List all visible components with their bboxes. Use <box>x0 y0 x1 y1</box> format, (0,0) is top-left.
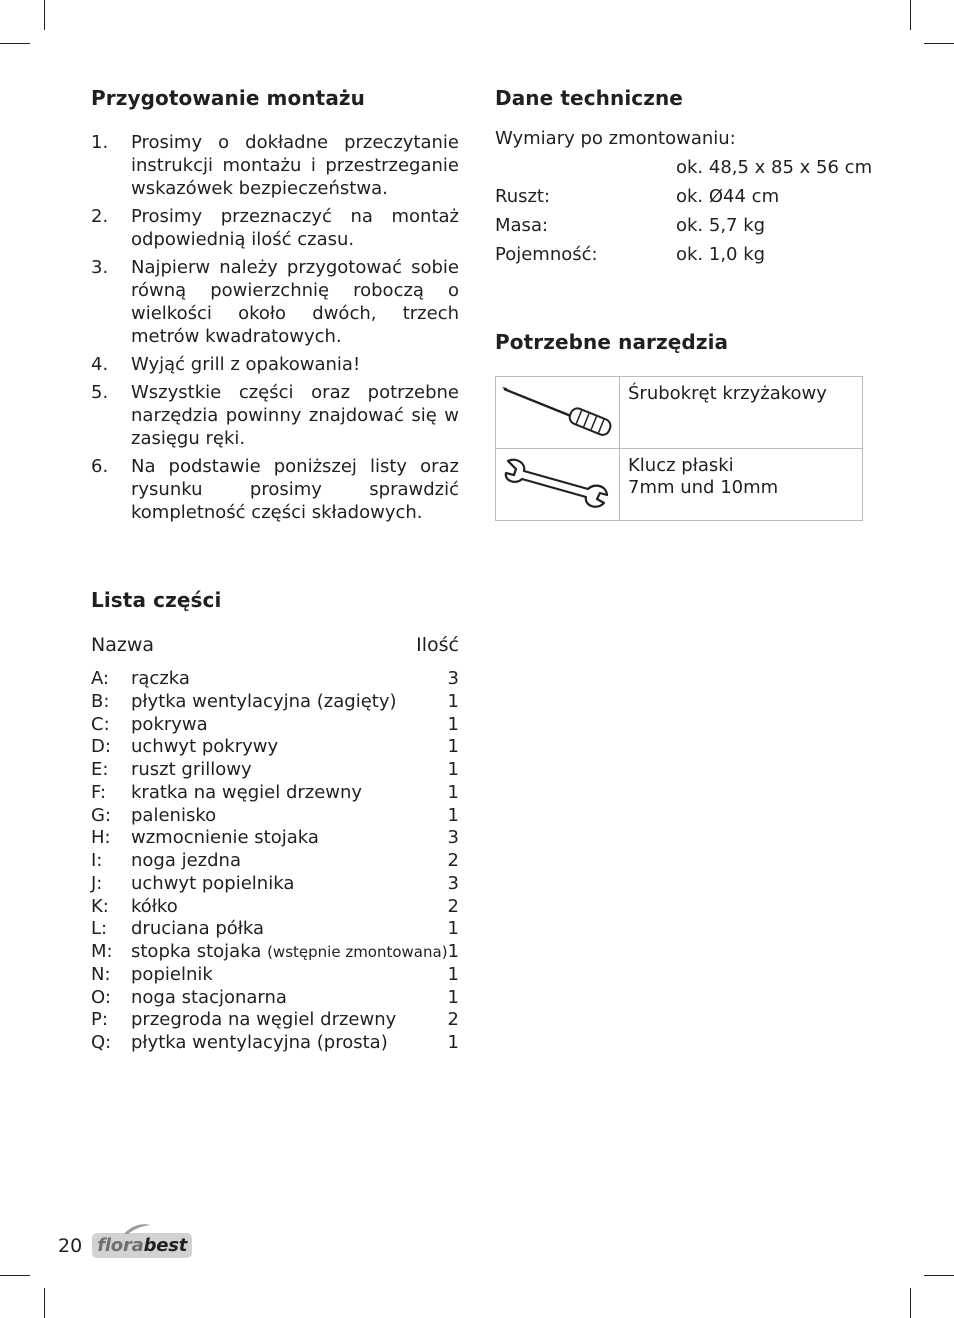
part-qty: 1 <box>447 690 459 712</box>
part-letter: G: <box>91 804 112 826</box>
step-text: Wszystkie części oraz potrzebne narzędzia powinny znajdować się w zasięgu ręki. <box>131 382 459 449</box>
part-name-text: pokrywa <box>131 713 208 735</box>
part-name <box>131 805 445 828</box>
crop-mark <box>44 1288 45 1318</box>
part-row <box>91 873 459 896</box>
logo-part1: flora <box>97 1235 144 1256</box>
part-name <box>131 759 445 782</box>
page-number: 20 <box>58 1234 83 1257</box>
tool-image-cell <box>496 449 620 521</box>
part-qty: 1 <box>447 804 459 826</box>
preparation-title: Przygotowanie montażu <box>91 86 366 110</box>
part-row <box>91 941 459 964</box>
preparation-step <box>91 205 459 251</box>
part-name-text: płytka wentylacyjna (zagięty) <box>131 690 397 712</box>
part-name <box>131 964 445 987</box>
tool-label-line: Śrubokręt krzyżakowy <box>628 383 827 404</box>
footer <box>58 1233 192 1258</box>
part-row <box>91 1032 459 1055</box>
part-name <box>131 714 445 737</box>
dims-row <box>495 153 873 182</box>
part-row <box>91 691 459 714</box>
part-name <box>131 782 445 805</box>
part-name <box>131 918 445 941</box>
dims-value: ok. 48,5 x 85 x 56 cm <box>676 157 873 178</box>
part-letter: B: <box>91 690 110 712</box>
part-name-text: stopka stojaka <box>131 941 268 962</box>
part-qty: 1 <box>447 963 459 985</box>
part-letter: I: <box>91 850 103 871</box>
step-number: 2. <box>91 206 109 227</box>
crop-mark <box>924 43 954 44</box>
part-name <box>131 827 445 850</box>
part-row <box>91 896 459 919</box>
step-text: Na podstawie poniższej listy oraz rysunku prosimy sprawdzić kompletność części składowych. <box>131 456 459 523</box>
tech-section <box>495 86 873 269</box>
part-row <box>91 987 459 1010</box>
step-number: 5. <box>91 382 109 403</box>
part-name-text: noga stacjonarna <box>131 986 287 1008</box>
part-row <box>91 964 459 987</box>
tech-row <box>495 211 863 240</box>
part-name-text: przegroda na węgiel drzewny <box>131 1009 397 1031</box>
part-qty: 1 <box>447 986 459 1008</box>
part-letter: A: <box>91 668 110 689</box>
part-qty: 1 <box>447 759 459 780</box>
parts-col-qty: Ilość <box>416 634 459 656</box>
tech-data <box>495 124 873 269</box>
part-qty: 2 <box>447 1009 459 1031</box>
part-letter: E: <box>91 759 109 780</box>
part-name-text: druciana półka <box>131 918 265 940</box>
crop-mark <box>44 0 45 30</box>
step-number: 6. <box>91 456 109 477</box>
part-row <box>91 736 459 759</box>
parts-col-name: Nazwa <box>91 634 155 656</box>
tools-title: Potrzebne narzędzia <box>495 330 729 354</box>
part-name <box>131 987 445 1010</box>
tech-row <box>495 182 863 211</box>
tech-value: ok. Ø44 cm <box>676 186 780 207</box>
crop-mark <box>0 1275 30 1276</box>
tool-label <box>620 449 863 521</box>
step-text: Prosimy przeznaczyć na montaż odpowiednią ilość czasu. <box>131 206 459 250</box>
step-number: 4. <box>91 354 109 375</box>
part-name <box>131 850 445 873</box>
part-row <box>91 714 459 737</box>
part-row <box>91 850 459 873</box>
parts-title: Lista części <box>91 588 222 612</box>
tech-value: ok. 1,0 kg <box>676 244 766 265</box>
part-name <box>131 736 445 759</box>
part-name-text: ruszt grillowy <box>131 759 252 780</box>
part-name-text: wzmocnienie stojaka <box>131 827 319 849</box>
step-number: 3. <box>91 257 109 278</box>
part-name-text: kratka na węgiel drzewny <box>131 781 363 803</box>
part-row <box>91 668 459 691</box>
part-letter: K: <box>91 895 109 917</box>
tech-value: ok. 5,7 kg <box>676 215 766 236</box>
crop-mark <box>0 43 30 44</box>
part-letter: O: <box>91 986 111 1008</box>
part-name <box>131 941 448 964</box>
crop-mark <box>910 1288 911 1318</box>
part-qty: 2 <box>447 895 459 917</box>
preparation-steps <box>91 131 459 524</box>
preparation-step <box>91 455 459 524</box>
part-name <box>131 1032 445 1055</box>
tools-table <box>495 376 863 521</box>
part-row <box>91 1009 459 1032</box>
part-row <box>91 782 459 805</box>
part-letter: D: <box>91 736 111 758</box>
step-text: Najpierw należy przygotować sobie równą powierzchnię roboczą o wielkości około dwóch, trzech metrów kwadratowych. <box>131 257 459 347</box>
part-qty: 1 <box>447 1032 459 1053</box>
part-name-text: palenisko <box>131 804 217 826</box>
part-letter: J: <box>91 872 103 894</box>
tech-row <box>495 240 863 269</box>
part-name <box>131 873 445 896</box>
part-letter: N: <box>91 963 111 985</box>
tech-key: Ruszt: <box>495 186 551 207</box>
part-qty: 1 <box>447 713 459 735</box>
part-name <box>131 668 445 691</box>
part-letter: H: <box>91 827 111 849</box>
part-name-text: rączka <box>131 668 190 689</box>
part-letter: F: <box>91 781 107 803</box>
part-qty: 3 <box>447 872 459 894</box>
leaf-icon <box>122 1223 152 1235</box>
tools-section <box>495 330 863 521</box>
tool-label <box>620 377 863 449</box>
part-row <box>91 827 459 850</box>
part-note: (wstępnie zmontowana) <box>267 943 448 961</box>
parts-section <box>91 588 459 1055</box>
tech-key: Pojemność: <box>495 244 598 265</box>
part-name-text: uchwyt popielnika <box>131 872 295 894</box>
part-row <box>91 805 459 828</box>
part-name <box>131 896 445 919</box>
part-row <box>91 918 459 941</box>
part-qty: 3 <box>447 668 459 689</box>
screwdriver-icon <box>496 377 619 443</box>
part-letter: C: <box>91 713 110 735</box>
preparation-section <box>91 86 459 529</box>
tool-row <box>496 449 863 521</box>
parts-list <box>91 668 459 1055</box>
step-text: Prosimy o dokładne przeczytanie instrukcji montażu i przestrzeganie wskazówek bezpieczeństwa. <box>131 132 459 199</box>
preparation-step <box>91 131 459 200</box>
step-text: Wyjąć grill z opakowania! <box>131 354 361 375</box>
part-name-text: płytka wentylacyjna (prosta) <box>131 1032 388 1053</box>
part-name-text: kółko <box>131 895 178 917</box>
part-name-text: popielnik <box>131 963 213 985</box>
part-qty: 2 <box>447 850 459 871</box>
part-letter: M: <box>91 941 113 962</box>
logo-part2: best <box>143 1235 188 1256</box>
part-qty: 1 <box>447 941 460 962</box>
step-number: 1. <box>91 132 109 153</box>
tech-title: Dane techniczne <box>495 86 683 110</box>
brand-logo <box>92 1233 192 1258</box>
part-qty: 1 <box>447 736 459 758</box>
part-qty: 3 <box>447 827 459 849</box>
part-name-text: uchwyt pokrywy <box>131 736 279 758</box>
tool-image-cell <box>496 377 620 449</box>
tool-label-line: Klucz płaski <box>628 455 734 476</box>
preparation-step <box>91 353 459 376</box>
parts-header <box>91 634 459 656</box>
preparation-step <box>91 256 459 348</box>
part-name-text: noga jezdna <box>131 850 241 871</box>
part-name <box>131 691 445 714</box>
part-qty: 1 <box>447 781 459 803</box>
part-qty: 1 <box>447 918 459 940</box>
tech-key: Masa: <box>495 215 549 236</box>
tool-row <box>496 377 863 449</box>
wrench-icon <box>496 449 619 515</box>
dims-label: Wymiary po zmontowaniu: <box>495 128 736 149</box>
part-letter: P: <box>91 1009 108 1031</box>
part-name <box>131 1009 445 1032</box>
preparation-step <box>91 381 459 450</box>
crop-mark <box>910 0 911 30</box>
part-row <box>91 759 459 782</box>
tool-label-line: 7mm und 10mm <box>628 477 779 498</box>
part-letter: L: <box>91 918 108 940</box>
part-letter: Q: <box>91 1032 112 1053</box>
crop-mark <box>924 1275 954 1276</box>
